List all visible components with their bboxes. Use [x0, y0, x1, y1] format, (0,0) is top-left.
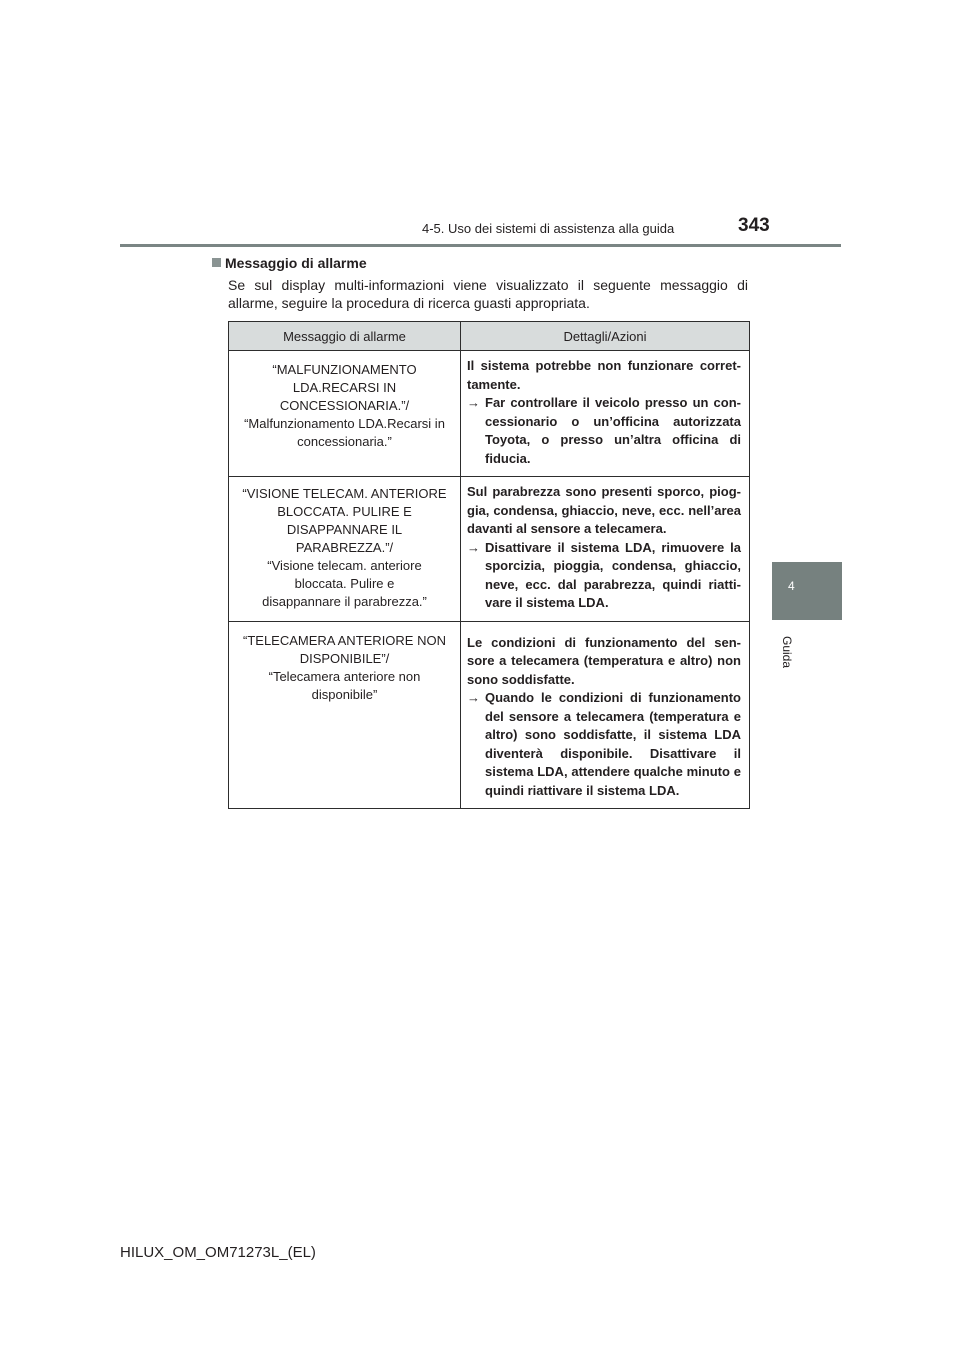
message-cell: [229, 351, 461, 477]
table-row: [229, 621, 750, 809]
action-text: Disattivare il sistema LDA, rimuovere la sporcizia, pioggia, condensa, ghiaccio, neve, ecc. dal parabrezza, quindi riatti-vare il sistema LDA.: [485, 539, 741, 610]
details-cell: [461, 351, 750, 477]
action-text: Quando le condizioni di funzionamento del sensore a telecamera (temperatura e altro) sono soddisfatte, il sistema LDA diventerà disponibile. Disattivare il sistema LDA, attendere qualche minuto e quindi riattivare il sistema LDA.: [485, 690, 741, 798]
action-item: [467, 394, 741, 468]
detail-text: Sul parabrezza sono presenti sporco, piog-gia, condensa, ghiaccio, neve, ecc. nell’area davanti al sensore a telecamera.: [467, 484, 741, 536]
detail-text: Le condizioni di funzionamento del sen-sore a telecamera (temperatura e altro) non sono soddisfatte.: [467, 634, 741, 687]
arrow-right-icon: →: [467, 690, 480, 705]
message-line: bloccata. Pulire e: [294, 576, 395, 591]
chapter-tab: [772, 562, 842, 620]
action-text: Far controllare il veicolo presso un con-cessionario o un’officina autorizzata Toyota, o presso un’altra officina di fiducia.: [485, 395, 741, 466]
intro-paragraph: Se sul display multi-informazioni viene visualizzato il seguente messaggio di allarme, seguire la procedura di ricerca guasti appropriata.: [228, 277, 748, 311]
table-row: [229, 477, 750, 622]
detail-text: Il sistema potrebbe non funzionare corret-tamente.: [467, 358, 741, 392]
warning-message-table: [228, 321, 750, 809]
message-line: disponibile”: [311, 686, 378, 702]
message-line: “Telecamera anteriore non: [268, 668, 421, 684]
action-item: [467, 689, 741, 800]
page-number: 343: [738, 215, 770, 236]
chapter-tab-number: 4: [788, 579, 795, 593]
section-heading-text: Messaggio di allarme: [225, 255, 367, 271]
message-line: “MALFUNZIONAMENTO: [272, 362, 417, 377]
details-cell: [461, 621, 750, 809]
message-line: “Visione telecam. anteriore: [267, 558, 422, 573]
message-line: “Malfunzionamento LDA.Recarsi in: [244, 416, 445, 431]
message-line: LDA.RECARSI IN: [292, 380, 397, 395]
message-cell: [229, 477, 461, 622]
table-row: [229, 351, 750, 477]
column-header-details: Dettagli/Azioni: [461, 322, 750, 351]
message-line: CONCESSIONARIA.”/: [279, 398, 410, 413]
section-heading: [212, 255, 367, 271]
chapter-tab-label: Guida: [780, 636, 794, 669]
message-line: disappannare il parabrezza.”: [262, 594, 427, 609]
message-cell: [229, 621, 461, 809]
message-line: BLOCCATA. PULIRE E: [277, 504, 412, 519]
message-line: concessionaria.”: [297, 434, 392, 449]
header-divider: [120, 244, 841, 247]
square-bullet-icon: [212, 258, 221, 267]
message-line: “VISIONE TELECAM. ANTERIORE: [242, 486, 447, 501]
details-cell: [461, 477, 750, 622]
message-line: DISPONIBILE”/: [299, 650, 390, 666]
message-line: PARABREZZA.”/: [295, 540, 394, 555]
message-line: “TELECAMERA ANTERIORE NON: [243, 632, 446, 648]
message-line: DISAPPANNARE IL: [286, 522, 403, 537]
action-item: [467, 539, 741, 613]
header-section-title: 4-5. Uso dei sistemi di assistenza alla guida: [422, 221, 675, 236]
arrow-right-icon: →: [467, 539, 480, 555]
document-code: HILUX_OM_OM71273L_(EL): [120, 1244, 316, 1261]
table-header-row: [229, 322, 750, 351]
column-header-message: Messaggio di allarme: [229, 322, 461, 351]
arrow-right-icon: →: [467, 395, 480, 410]
